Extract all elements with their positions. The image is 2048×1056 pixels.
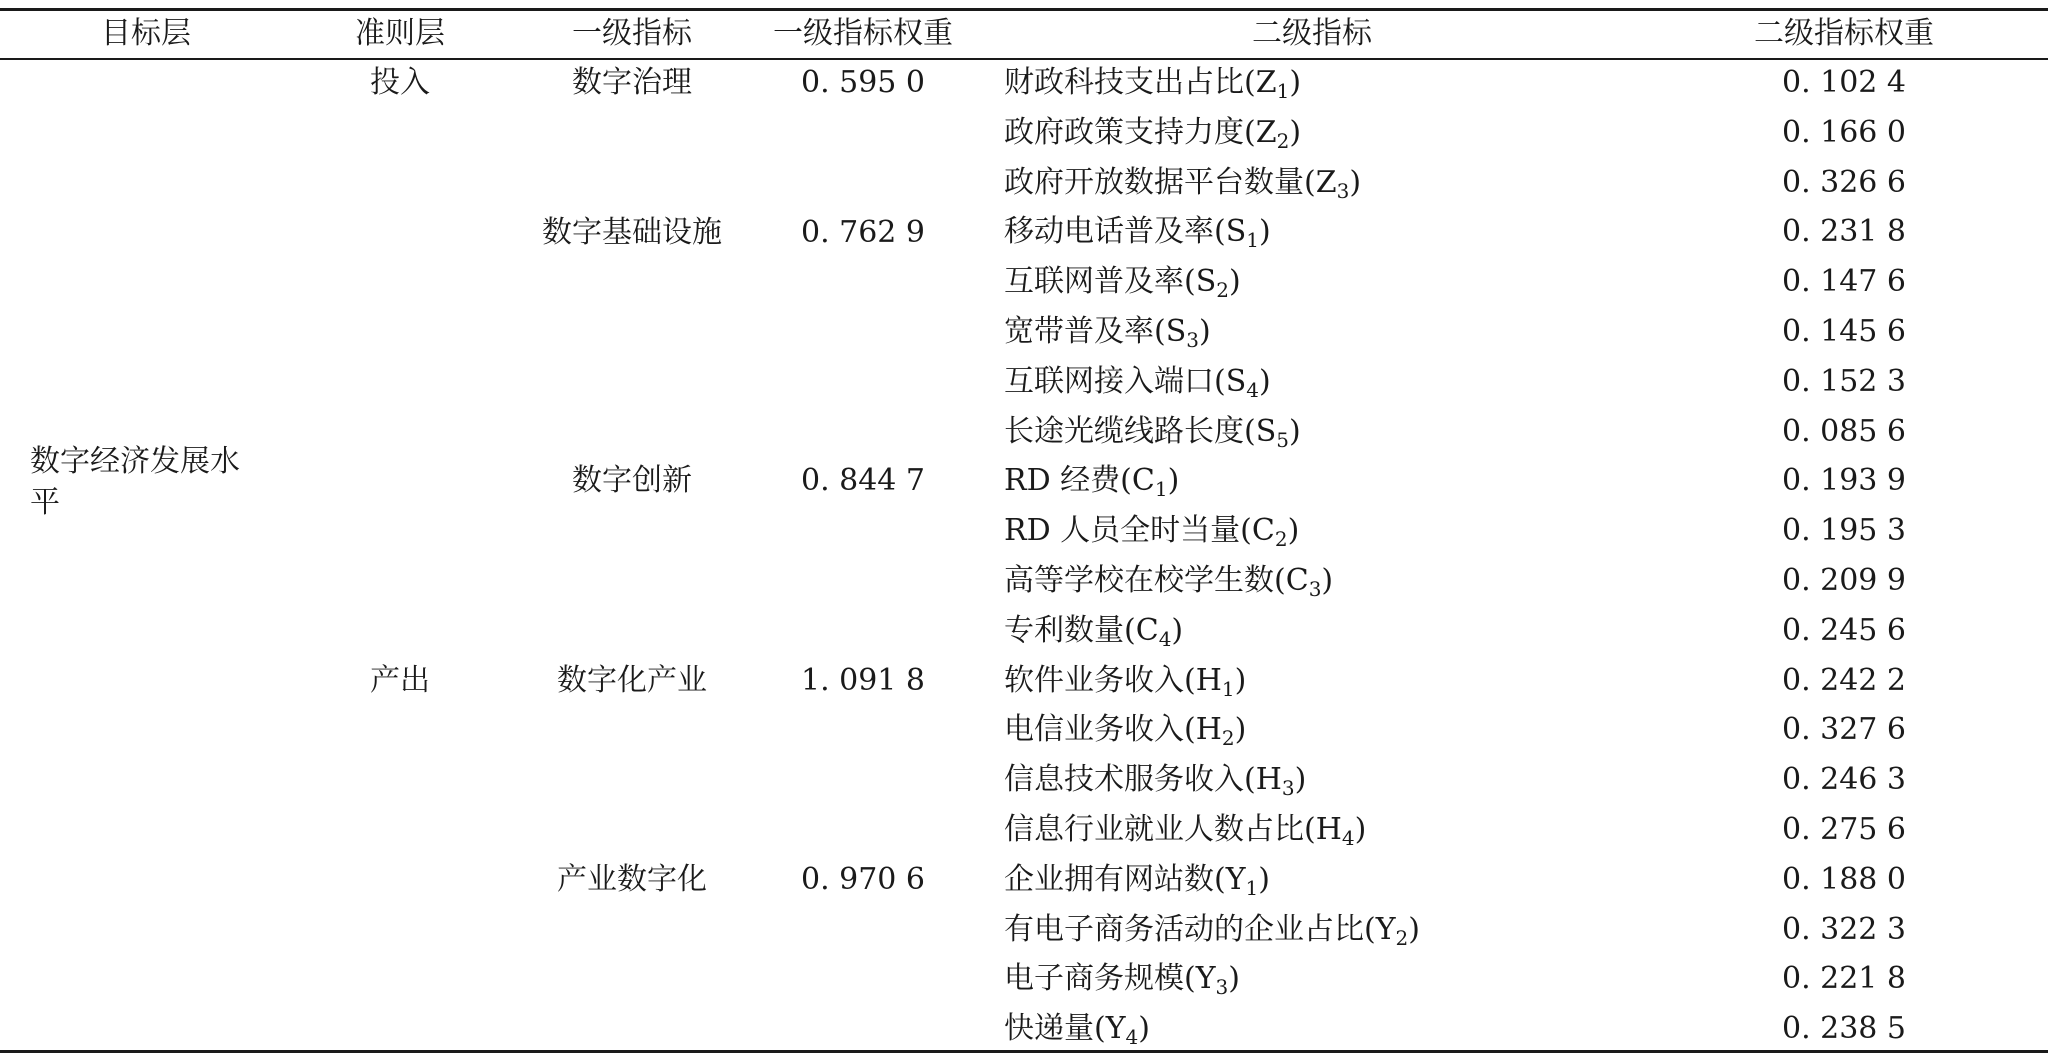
secondary-indicator-code: S xyxy=(1225,364,1247,399)
secondary-indicator-code: S xyxy=(1255,414,1277,449)
secondary-indicator-weight: 0. 246 3 xyxy=(1781,762,1907,797)
secondary-indicator-subscript: 3 xyxy=(1336,179,1350,203)
secondary-indicator-code: Y xyxy=(1105,1011,1126,1046)
secondary-indicator-label xyxy=(1004,1011,1150,1047)
secondary-indicator-subscript: 3 xyxy=(1281,776,1295,800)
secondary-indicator-name: 财政科技支出占比( xyxy=(1004,65,1256,100)
secondary-indicator-close: ) xyxy=(1354,812,1367,847)
secondary-indicator-code: H xyxy=(1255,762,1282,797)
secondary-indicator-label xyxy=(1004,663,1246,699)
secondary-indicator-weight: 0. 188 0 xyxy=(1781,862,1907,897)
secondary-indicator-name: 宽带普及率( xyxy=(1004,314,1166,349)
secondary-indicator-name: 软件业务收入( xyxy=(1004,663,1196,698)
secondary-indicator-label xyxy=(1004,463,1179,499)
secondary-indicator-subscript: 2 xyxy=(1395,926,1409,950)
secondary-indicator-weight: 0. 102 4 xyxy=(1781,65,1907,100)
secondary-indicator-name: 信息技术服务收入( xyxy=(1004,762,1256,797)
secondary-indicator-subscript: 4 xyxy=(1341,826,1355,850)
secondary-indicator-weight: 0. 085 6 xyxy=(1781,414,1907,449)
secondary-indicator-weight: 0. 275 6 xyxy=(1781,812,1907,847)
header-level2-indicator: 二级指标 xyxy=(1252,16,1372,51)
secondary-indicator-name: 信息行业就业人数占比( xyxy=(1004,812,1316,847)
primary-weight: 1. 091 8 xyxy=(800,663,926,698)
secondary-indicator-code: Y xyxy=(1375,912,1396,947)
secondary-indicator-close: ) xyxy=(1138,1011,1150,1046)
secondary-indicator-subscript: 2 xyxy=(1276,129,1290,153)
secondary-indicator-label xyxy=(1004,115,1301,151)
primary-weight: 0. 762 9 xyxy=(800,215,926,250)
secondary-indicator-code: C xyxy=(1131,463,1155,498)
secondary-indicator-close: ) xyxy=(1258,862,1270,897)
secondary-indicator-close: ) xyxy=(1289,115,1302,150)
secondary-indicator-label xyxy=(1004,65,1301,101)
secondary-indicator-weight: 0. 327 6 xyxy=(1781,712,1907,747)
secondary-indicator-subscript: 2 xyxy=(1216,278,1230,302)
secondary-indicator-close: ) xyxy=(1294,762,1307,797)
secondary-indicator-weight: 0. 152 3 xyxy=(1781,364,1907,399)
secondary-indicator-label xyxy=(1004,165,1361,201)
primary-weight: 0. 595 0 xyxy=(800,65,926,100)
secondary-indicator-weight: 0. 242 2 xyxy=(1781,663,1907,698)
primary-indicator: 产业数字化 xyxy=(557,862,707,897)
secondary-indicator-close: ) xyxy=(1171,613,1184,648)
secondary-indicator-weight: 0. 326 6 xyxy=(1781,165,1907,200)
secondary-indicator-code: C xyxy=(1135,613,1159,648)
criterion-output: 产出 xyxy=(370,663,430,698)
table-top-rule xyxy=(0,8,2048,11)
target-layer-line1: 数字经济发展水 xyxy=(30,444,240,479)
secondary-indicator-weight: 0. 245 6 xyxy=(1781,613,1907,648)
secondary-indicator-weight: 0. 193 9 xyxy=(1781,463,1907,498)
secondary-indicator-label xyxy=(1004,762,1306,798)
secondary-indicator-name: 互联网普及率( xyxy=(1004,264,1196,299)
secondary-indicator-weight: 0. 147 6 xyxy=(1781,264,1907,299)
secondary-indicator-code: Z xyxy=(1255,65,1277,100)
secondary-indicator-name: 长途光缆线路长度( xyxy=(1004,414,1256,449)
secondary-indicator-code: Y xyxy=(1225,862,1246,897)
secondary-indicator-close: ) xyxy=(1289,414,1301,449)
secondary-indicator-label xyxy=(1004,364,1271,400)
secondary-indicator-subscript: 3 xyxy=(1215,975,1229,999)
secondary-indicator-close: ) xyxy=(1167,463,1180,498)
secondary-indicator-name: 政府开放数据平台数量( xyxy=(1004,165,1316,200)
header-level2-weight: 二级指标权重 xyxy=(1754,16,1934,51)
primary-weight: 0. 844 7 xyxy=(800,463,926,498)
secondary-indicator-close: ) xyxy=(1349,165,1362,200)
secondary-indicator-label xyxy=(1004,912,1420,948)
secondary-indicator-code: S xyxy=(1165,314,1187,349)
secondary-indicator-label xyxy=(1004,414,1301,450)
secondary-indicator-name: RD 经费( xyxy=(1004,463,1132,498)
secondary-indicator-code: S xyxy=(1225,214,1247,249)
secondary-indicator-subscript: 3 xyxy=(1308,577,1322,601)
secondary-indicator-weight: 0. 209 9 xyxy=(1781,563,1907,598)
secondary-indicator-subscript: 1 xyxy=(1221,677,1235,701)
secondary-indicator-name: 互联网接入端口( xyxy=(1004,364,1226,399)
secondary-indicator-subscript: 3 xyxy=(1186,328,1200,352)
secondary-indicator-code: Z xyxy=(1255,115,1277,150)
secondary-indicator-code: Y xyxy=(1195,961,1216,996)
secondary-indicator-code: C xyxy=(1251,513,1275,548)
table-bottom-rule xyxy=(0,1050,2048,1053)
header-level1-weight: 一级指标权重 xyxy=(773,16,953,51)
secondary-indicator-close: ) xyxy=(1199,314,1211,349)
secondary-indicator-name: 电子商务规模( xyxy=(1004,961,1196,996)
secondary-indicator-weight: 0. 145 6 xyxy=(1781,314,1907,349)
secondary-indicator-label xyxy=(1004,862,1270,898)
secondary-indicator-label xyxy=(1004,712,1246,748)
secondary-indicator-subscript: 4 xyxy=(1125,1025,1139,1049)
secondary-indicator-close: ) xyxy=(1259,364,1271,399)
secondary-indicator-name: RD 人员全时当量( xyxy=(1004,513,1252,548)
secondary-indicator-code: H xyxy=(1195,663,1222,698)
primary-weight: 0. 970 6 xyxy=(800,862,926,897)
secondary-indicator-label xyxy=(1004,812,1366,848)
secondary-indicator-code: C xyxy=(1285,563,1309,598)
secondary-indicator-subscript: 1 xyxy=(1245,876,1259,900)
secondary-indicator-name: 移动电话普及率( xyxy=(1004,214,1226,249)
secondary-indicator-label xyxy=(1004,961,1240,997)
secondary-indicator-subscript: 5 xyxy=(1276,428,1290,452)
secondary-indicator-label xyxy=(1004,563,1333,599)
secondary-indicator-label xyxy=(1004,264,1241,300)
secondary-indicator-name: 专利数量( xyxy=(1004,613,1136,648)
secondary-indicator-subscript: 1 xyxy=(1154,477,1168,501)
secondary-indicator-subscript: 4 xyxy=(1158,627,1172,651)
secondary-indicator-name: 高等学校在校学生数( xyxy=(1004,563,1286,598)
secondary-indicator-close: ) xyxy=(1321,563,1334,598)
secondary-indicator-name: 政府政策支持力度( xyxy=(1004,115,1256,150)
secondary-indicator-subscript: 2 xyxy=(1221,726,1235,750)
secondary-indicator-name: 电信业务收入( xyxy=(1004,712,1196,747)
secondary-indicator-label xyxy=(1004,613,1183,649)
header-criterion-layer: 准则层 xyxy=(355,16,445,51)
primary-indicator: 数字化产业 xyxy=(557,663,707,698)
secondary-indicator-weight: 0. 231 8 xyxy=(1781,214,1907,249)
secondary-indicator-close: ) xyxy=(1287,513,1300,548)
secondary-indicator-subscript: 1 xyxy=(1276,79,1290,103)
secondary-indicator-label xyxy=(1004,513,1299,549)
secondary-indicator-weight: 0. 238 5 xyxy=(1781,1011,1907,1046)
secondary-indicator-close: ) xyxy=(1408,912,1420,947)
primary-indicator: 数字基础设施 xyxy=(542,215,722,250)
primary-indicator: 数字创新 xyxy=(572,463,692,498)
secondary-indicator-label xyxy=(1004,314,1211,350)
secondary-indicator-code: S xyxy=(1195,264,1217,299)
secondary-indicator-weight: 0. 221 8 xyxy=(1781,961,1907,996)
secondary-indicator-subscript: 2 xyxy=(1274,527,1288,551)
secondary-indicator-label xyxy=(1004,214,1271,250)
secondary-indicator-name: 企业拥有网站数( xyxy=(1004,862,1226,897)
table-header-rule xyxy=(0,58,2048,60)
primary-indicator: 数字治理 xyxy=(572,65,692,100)
secondary-indicator-close: ) xyxy=(1228,961,1240,996)
criterion-input: 投入 xyxy=(370,65,430,100)
secondary-indicator-close: ) xyxy=(1289,65,1302,100)
secondary-indicator-code: H xyxy=(1315,812,1342,847)
secondary-indicator-weight: 0. 322 3 xyxy=(1781,912,1907,947)
secondary-indicator-weight: 0. 166 0 xyxy=(1781,115,1907,150)
secondary-indicator-name: 快递量( xyxy=(1004,1011,1106,1046)
secondary-indicator-subscript: 1 xyxy=(1246,228,1260,252)
secondary-indicator-subscript: 4 xyxy=(1246,378,1260,402)
secondary-indicator-code: H xyxy=(1195,712,1222,747)
secondary-indicator-close: ) xyxy=(1229,264,1241,299)
secondary-indicator-close: ) xyxy=(1234,663,1247,698)
secondary-indicator-close: ) xyxy=(1259,214,1271,249)
header-target-layer: 目标层 xyxy=(101,16,191,51)
header-level1-indicator: 一级指标 xyxy=(572,16,692,51)
secondary-indicator-weight: 0. 195 3 xyxy=(1781,513,1907,548)
secondary-indicator-close: ) xyxy=(1234,712,1247,747)
secondary-indicator-code: Z xyxy=(1315,165,1337,200)
target-layer-line2: 平 xyxy=(30,485,60,520)
secondary-indicator-name: 有电子商务活动的企业占比( xyxy=(1004,912,1376,947)
